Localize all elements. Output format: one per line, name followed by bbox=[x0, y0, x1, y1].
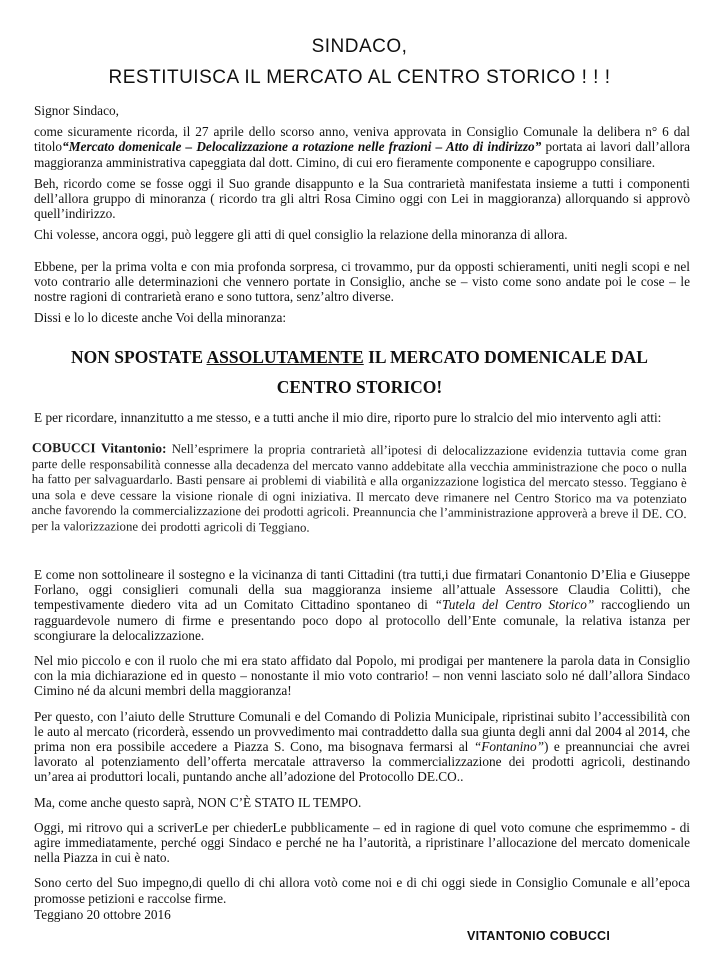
letter-intro bbox=[34, 103, 690, 325]
paragraph-2: Beh, ricordo come se fosse oggi il Suo grande disappunto e la Sua contrarietà manifestata insieme a tutti i componenti dell’allora gruppo di minoranza ( ricordo tra gli altri Rosa Cimino oggi con Lei in maggioranza) allorquando si approvò quell’indirizzo. bbox=[34, 175, 690, 222]
paragraph-9: Per questo, con l’aiuto delle Strutture Comunali e del Comando di Polizia Municipale, ripristinai subito l’accessibilità con le auto al mercato (ricorderà, essendo un provvedimento mai contraddetto dalla sua giunta degli anni dal 2004 al 2014, che prima non era possibile accedere a Piazza S. Cono, ma bisognava fermarsi al “Fontanino”) e preannunciai che avrei lavorato al potenziamento dell’offerta mercatale attraverso la commercializzazione dei prodotti agricoli, destinando un’area ai produttori locali, puntando anche all’adozione del Protocollo DE.CO.. bbox=[34, 708, 690, 785]
place-date: Teggiano 20 ottobre 2016 bbox=[34, 907, 171, 922]
paragraph-10: Ma, come anche questo saprà, NON C’È STATO IL TEMPO. bbox=[34, 794, 362, 810]
headline-line-1: NON SPOSTATE ASSOLUTAMENTE IL MERCATO DOMENICALE DAL bbox=[71, 347, 648, 367]
paragraph-8: Nel mio piccolo e con il ruolo che mi era stato affidato dal Popolo, mi prodigai per mantenere la parola data in Consiglio con la mia dichiarazione ed in questo – nonostante il mio voto contrario! – non venni lasciato solo né dall’allora Sindaco Cimino né da alcuni membri della maggioranza! bbox=[34, 653, 690, 699]
paragraph-6: E per ricordare, innanzitutto a me stesso, e a tutti anche il mio dire, riporto pure lo stralcio del mio intervento agli atti: bbox=[34, 410, 662, 425]
paragraph-4: Ebbene, per la prima volta e con mia profonda sorpresa, ci trovammo, pur da opposti schieramenti, uniti negli scopi e nel voto contrario alle determinazioni che vennero portate in Consiglio, anche se – visto come sono andate poi le cose – le nostre ragioni di contrarietà erano e sono tuttora, senz’altro diverse. bbox=[34, 258, 690, 305]
paragraph-3: Chi volesse, ancora oggi, può leggere gli atti di quel consiglio la relazione della minoranza di allora. bbox=[34, 227, 568, 243]
signature: VITANTONIO COBUCCI bbox=[467, 929, 611, 943]
title-line-1: SINDACO, bbox=[311, 36, 408, 57]
salutation: Signor Sindaco, bbox=[34, 103, 119, 118]
title-line-2: RESTITUISCA IL MERCATO AL CENTRO STORICO ! ! ! bbox=[108, 67, 611, 88]
paragraph-5: Dissi e lo lo diceste anche Voi della minoranza: bbox=[34, 310, 287, 326]
headline-line-2: CENTRO STORICO! bbox=[276, 377, 443, 397]
letter-body bbox=[34, 567, 690, 906]
paragraph-12: Sono certo del Suo impegno,di quello di chi allora votò come noi e di chi oggi siede in Consiglio Comunale e all’epoca promosse petizioni e raccolse firme. bbox=[34, 875, 690, 906]
paragraph-1: come sicuramente ricorda, il 27 aprile dello scorso anno, veniva approvata in Consiglio Comunale la delibera n° 6 dal titolo“Mercato domenicale – Delocalizzazione a rotazione nelle frazioni – Atto di indirizzo” portata ai lavori dall’allora maggioranza amministrativa capeggiata dal dott. Cimino, di cui ero fieramente componente e capogruppo consiliare. bbox=[34, 124, 690, 170]
headline bbox=[0, 342, 719, 402]
quote-text: Nell’esprimere la propria contrarietà all’ipotesi di delocalizzazione evidenzia tuttavia come gran parte delle responsabilità connesse alla decadenza del mercato vanno addebitate alla vecchia amministrazione che poco o nulla ha fatto per salvaguardarlo. Basti pensare ai problemi di viabilità e alla organizzazione logistica del mercato stesso. Teggiano è una sola e deve cessare la visione rionale di ogni iniziativa. Il mercato deve rimanere nel Centro Storico ma va potenziato anche favorendo la commercializzazione dei prodotti agricoli. Preannuncia che l’amministrazione approverà a breve il DE. CO. per la valorizzazione dei prodotti agricoli di Teggiano. bbox=[31, 441, 687, 535]
paragraph-7: E come non sottolineare il sostegno e la vicinanza di tanti Cittadini (tra tutti,i due firmatari Conantonio D’Elia e Giuseppe Forlano, oggi consiglieri comunali della sua maggioranza insieme all’attuale Assessore Claudia Colitti), che tempestivamente diedero vita ad un Comitato Cittadino spontaneo di “Tutela del Centro Storico” raccogliendo un ragguardevole numero di firme e presentando poco dopo al protocollo dell’Ente comunale, la relativa istanza per scongiurare la delocalizzazione. bbox=[34, 567, 690, 643]
quoted-intervention bbox=[31, 440, 687, 539]
quote-speaker: COBUCCI Vitantonio: bbox=[31, 440, 167, 456]
paragraph-11: Oggi, mi ritrovo qui a scriverLe per chiederLe pubblicamente – ed in ragione di quel voto comune che esprimemmo - di agire immediatamente, perché oggi Sindaco e perché ne ha l’autorità, a ripristinare l’allocazione del mercato domenicale nella Piazza in cui è nato. bbox=[34, 819, 690, 866]
